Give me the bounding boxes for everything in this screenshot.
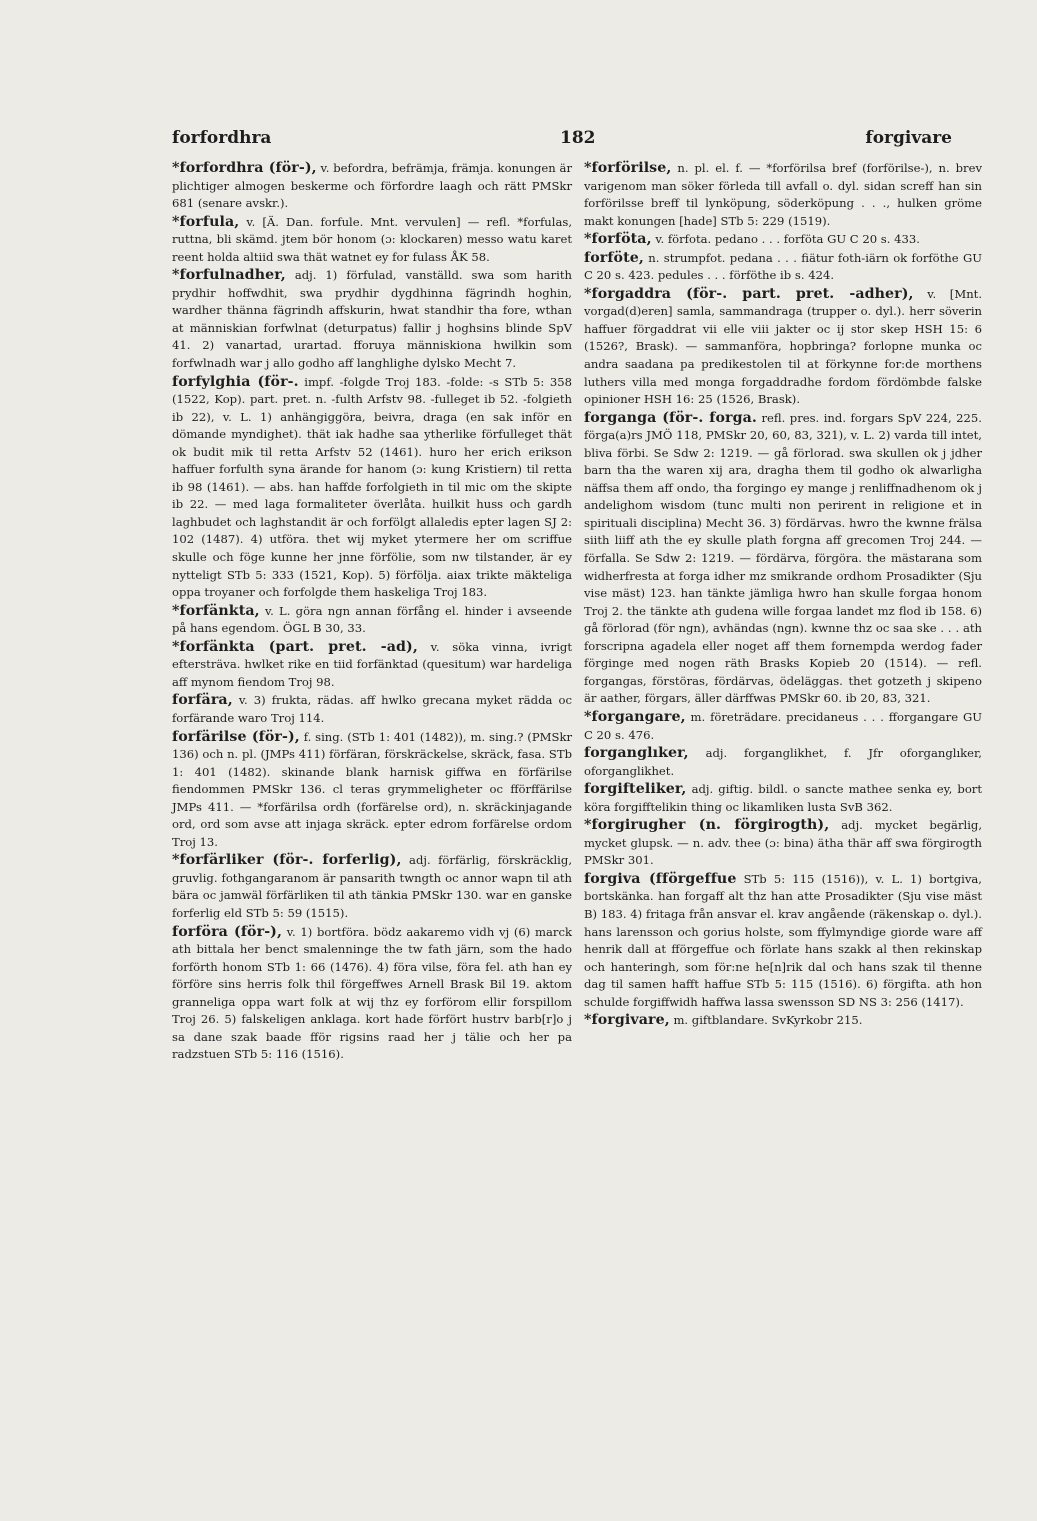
header-guideword-right: forgivare xyxy=(865,128,952,148)
entry-headword: *forfänkta (part. pret. -ad), xyxy=(172,638,418,655)
dictionary-entry xyxy=(584,250,982,285)
entry-headword: forganga (för-. forga. xyxy=(584,409,757,426)
entry-headword: *forfärliker (för-. forferlig), xyxy=(172,852,402,869)
entry-body: STb 5: 115 (1516)), v. L. 1) bortgiva, bortskänka. han forgaff alt thz han atte Prosadikter (Sju vise mäst B) 183. 4) fritaga från ansvar el. krav angående (räkenskap o. dyl.). hans larensson och gorius holste, som ffylmyndige giorde ware aff henrik dall at fförgeffue och förlate hans szakk al then rekinskap och hanteringh, som för:ne he[n]rik dal och hans szak til thenne dag til samen hafft haffue STb 5: 115 (1516). 6) förgifta. ath hon schulde forgiffwidh haffwa lassa swensson SD NS 3: 256 (1417). xyxy=(584,871,982,1009)
entry-headword: *forfordhra (för-), xyxy=(172,160,317,176)
entry-body: adj. forganglikhet, f. Jfr oforganglıker, oforganglikhet. xyxy=(584,746,982,778)
entry-headword: forfylghia (för-. xyxy=(172,373,299,390)
dictionary-entry xyxy=(172,729,572,852)
entry-body: v. [Mnt. vorgad(d)eren] samla, sammandraga (trupper o. dyl.). herr söverin haffuer förgaddrat vii elle viii jakter oc ij stor skep HSH 15: 6 (1526?, Brask). — sammanföra, hopbringa? forlopne munka oc andra saadana pa predikestolen til at förkynne for:de morthens luthers villa med monga forgaddradhe fordom fördömbde falske opinioner HSH 16: 25 (1526, Brask). xyxy=(584,286,983,407)
dictionary-entry xyxy=(172,924,572,1064)
entry-headword: *forförilse, xyxy=(584,160,672,176)
entry-headword: *forgangare, xyxy=(584,708,686,725)
dictionary-entry xyxy=(584,1012,982,1030)
entry-headword: forföte, xyxy=(584,249,644,266)
entry-body: v. [Ä. Dan. forfule. Mnt. vervulen] — refl. *forfulas, ruttna, bli skämd. jtem bör honom (ɔ: klockaren) messo watu karet reent holda altiid swa thät watnet ey for fulass ÅK 58. xyxy=(172,214,572,264)
page-header xyxy=(172,128,952,154)
entry-body: adj. förfärlig, förskräcklig, gruvlig. fothgangaranom är pansarith twngth oc annor wapn til ath bära oc jamwäl förfärliken til ath tänkia PMSkr 130. war en ganske forferlig eld STb 5: 59 (1515). xyxy=(172,853,572,920)
entry-body: refl. pres. ind. forgars SpV 224, 225. förga(a)rs JMÖ 118, PMSkr 20, 60, 83, 321), v. L. 2) varda till intet, bliva förbi. Se Sdw 2: 1219. — gå förlorad. swa skullen ok j jdher barn tha the waren xij ara, dragha them til godho ok alwarligha näffsa them aff ondo, tha forgingo ey mange j renliffnadhenom ok j andelighom wisdom (tunc multi non perirent in religione et in spirituali disciplina) Mecht 36. 3) fördärvas. hwro the kwnne frälsa siith liiff ath the ey skulle plath forgna aff grecomen Troj 244. — förfalla. Se Sdw 2: 1219. — fördärva, förgöra. the mästarana som widherfresta at forga idher mz smikrande ordhom Prosadikter (Sju vise mäst) 123. han tänkte jämliga hwro han skulle forgaa honom Troj 2. the tänkte ath gudena wille forgaa landet mz flod ib 158. 6) gå förlorad (för ngn), avhändas (ngn). kwnne thz oc saa ske . . . ath forscripna agadela eller noget aff them fornempda werdog fader förginge med nogen räth Brasks Kopieb 20 (1514). — refl. forgangas, förstöras, fördärvas, ödeläggas. thet gotzeth j skipeno är aather, förgars, äller därffwas PMSkr 60. ib 20, 83, 321. xyxy=(584,410,982,706)
dictionary-entry xyxy=(172,214,572,267)
dictionary-entry xyxy=(584,817,982,870)
entry-body: v. befordra, befrämja, främja. konungen är plichtiger almogen beskerme och förfordre laagh och rätt PMSkr 681 (senare avskr.). xyxy=(172,161,573,211)
entry-body: v. 3) frukta, rädas. aff hwlko grecana myket rädda oc forfärande waro Troj 114. xyxy=(172,693,572,725)
entry-headword: forfärilse (för-), xyxy=(172,728,300,745)
page-number: 182 xyxy=(560,128,596,148)
entry-body: n. pl. el. f. — *forförilsa bref (forförilse-), n. brev varigenom man söker förleda till avfall o. dyl. sidan screff han sin forförilsse breff til lynköpung, söderköpung . . ., hulken gröme makt konungen [hade] STb 5: 229 (1519). xyxy=(584,161,982,228)
dictionary-entry xyxy=(584,160,982,230)
entry-body: adj. mycket begärlig, mycket glupsk. — n. adv. thee (ɔ: bina) ätha thär aff swa förgirogth PMSkr 301. xyxy=(584,818,983,868)
left-column xyxy=(172,160,572,1064)
dictionary-entry xyxy=(172,603,572,638)
dictionary-entry xyxy=(172,267,572,372)
dictionary-entry xyxy=(584,781,982,816)
entry-headword: forganglıker, xyxy=(584,745,689,762)
dictionary-entry xyxy=(584,231,982,249)
entry-headword: forföra (för-), xyxy=(172,923,283,940)
entry-body: v. L. göra ngn annan förfång el. hinder i avseende på hans egendom. ÖGL B 30, 33. xyxy=(172,603,572,636)
entry-body: f. sing. (STb 1: 401 (1482)), m. sing.? (PMSkr 136) och n. pl. (JMPs 411) förfäran, förskräckelse, skräck, fasa. STb 1: 401 (1482). skinande blank harnisk giffwa en förfärilse fiendommen PMSkr 136. cl teras grymmeligheter oc fförffärilse JMPs 411. — *forfärilsa ordh (forfärelse ord), n. skräckinjagande ord, ord som avse att injaga skräck. epter edrom forfärelse ordom Troj 13. xyxy=(172,729,573,849)
dictionary-entry xyxy=(584,745,982,780)
dictionary-entry xyxy=(172,639,572,692)
entry-body: m. företrädare. precidaneus . . . fforgangare GU C 20 s. 476. xyxy=(584,709,982,742)
entry-headword: forgifteliker, xyxy=(584,781,687,798)
entry-headword: forfära, xyxy=(172,692,233,709)
dictionary-entry xyxy=(172,160,572,213)
entry-headword: forgiva (fförgeffue xyxy=(584,870,737,887)
right-column xyxy=(584,160,982,1030)
dictionary-entry xyxy=(172,374,572,602)
dictionary-entry xyxy=(584,410,982,708)
entry-body: v. söka vinna, ivrigt eftersträva. hwlket rike en tiid forfänktad (quesitum) war hardeliga aff mynom fiendom Troj 98. xyxy=(172,639,572,689)
entry-body: adj. giftig. bildl. o sancte mathee senka ey, bort köra forgifftelikin thing oc likamliken lusta SvB 362. xyxy=(584,782,983,814)
entry-headword: *forfänkta, xyxy=(172,602,260,619)
dictionary-entry xyxy=(584,871,982,1011)
dictionary-entry xyxy=(584,709,982,744)
entry-headword: *forfulnadher, xyxy=(172,267,286,284)
entry-headword: *forgaddra (för-. part. pret. -adher), xyxy=(584,285,914,302)
entry-body: v. förfota. pedano . . . forföta GU C 20 s. 433. xyxy=(655,232,920,247)
dictionary-entry xyxy=(172,692,572,727)
entry-headword: *forföta, xyxy=(584,231,652,248)
entry-headword: *forgirugher (n. förgirogth), xyxy=(584,817,830,834)
dictionary-entry xyxy=(584,286,982,409)
header-guideword-left: forfordhra xyxy=(172,128,272,148)
entry-body: n. strumpfot. pedana . . . fiätur foth-iärn ok forföthe GU C 20 s. 423. pedules . . . förföthe ib s. 424. xyxy=(584,250,983,283)
entry-headword: *forfula, xyxy=(172,213,240,230)
entry-body: v. 1) bortföra. bödz aakaremo vidh vj (6) marck ath bittala her benct smalenninge the tw fath järn, som the hado forförth honom STb 1: 66 (1476). 4) föra vilse, föra fel. ath han ey förföre sins herris folk thil förgeffwes Arnell Brask Bil 19. aktom granneliga oppa wart folk at wij thz ey forförom ellir forspillom Troj 26. 5) falskeligen anklaga. kort hade förfört hustrv barb[r]o j sa dane szak baade fför rigsins raad her j tälie och her pa radzstuen STb 5: 116 (1516). xyxy=(172,924,572,1062)
entry-body: m. giftblandare. SvKyrkobr 215. xyxy=(673,1013,863,1028)
entry-body: adj. 1) förfulad, vanställd. swa som harith prydhir hoffwdhit, swa prydhir dygdhinna fägrindh hoghin, wardher thänna fägrindh affskurin, hwat standhir tha fore, wthan at människian forfwlnat (deturpatus) fallir j hoghsins blinde SpV 41. 2) vanartad, urartad. fforuya människiona hwilkin som forfwlnadh war j allo godho aff langhlighe dylsko Mecht 7. xyxy=(172,268,572,371)
dictionary-entry xyxy=(172,852,572,922)
entry-body: impf. -folgde Troj 183. -folde: -s STb 5: 358 (1522, Kop). part. pret. n. -fulth Arfstv 98. -fulleget ib 52. -folgieth ib 22), v. L. 1) anhängiggöra, beivra, draga (en sak inför en dömande myndighet). thät iak hadhe saa ytherlike förfulleget thät ok budit mik til retta Arfstv 52 (1461). huro her erich erikson haffuer forfulth syna ärande for hanom (ɔ: kung Kristiern) til retta ib 98 (1461). — abs. han haffde forfolgieth in til mic om the skipte ib 22. — med laga formaliteter överlåta. huilkit huss och gardh laghbudet och laghstandit är och forfölgt allaledis epter lagen SJ 2: 102 (1487). 4) utföra. thet wij myket ytermere her om scriffue skulle och föge kunne her jnne förfölie, som nw tilstander, är ey nytteligt STb 5: 333 (1521, Kop). 5) förfölja. aiax trikte mäkteliga oppa troyaner och forfolgde them haskeliga Troj 183. xyxy=(172,374,572,600)
entry-headword: *forgivare, xyxy=(584,1012,670,1029)
